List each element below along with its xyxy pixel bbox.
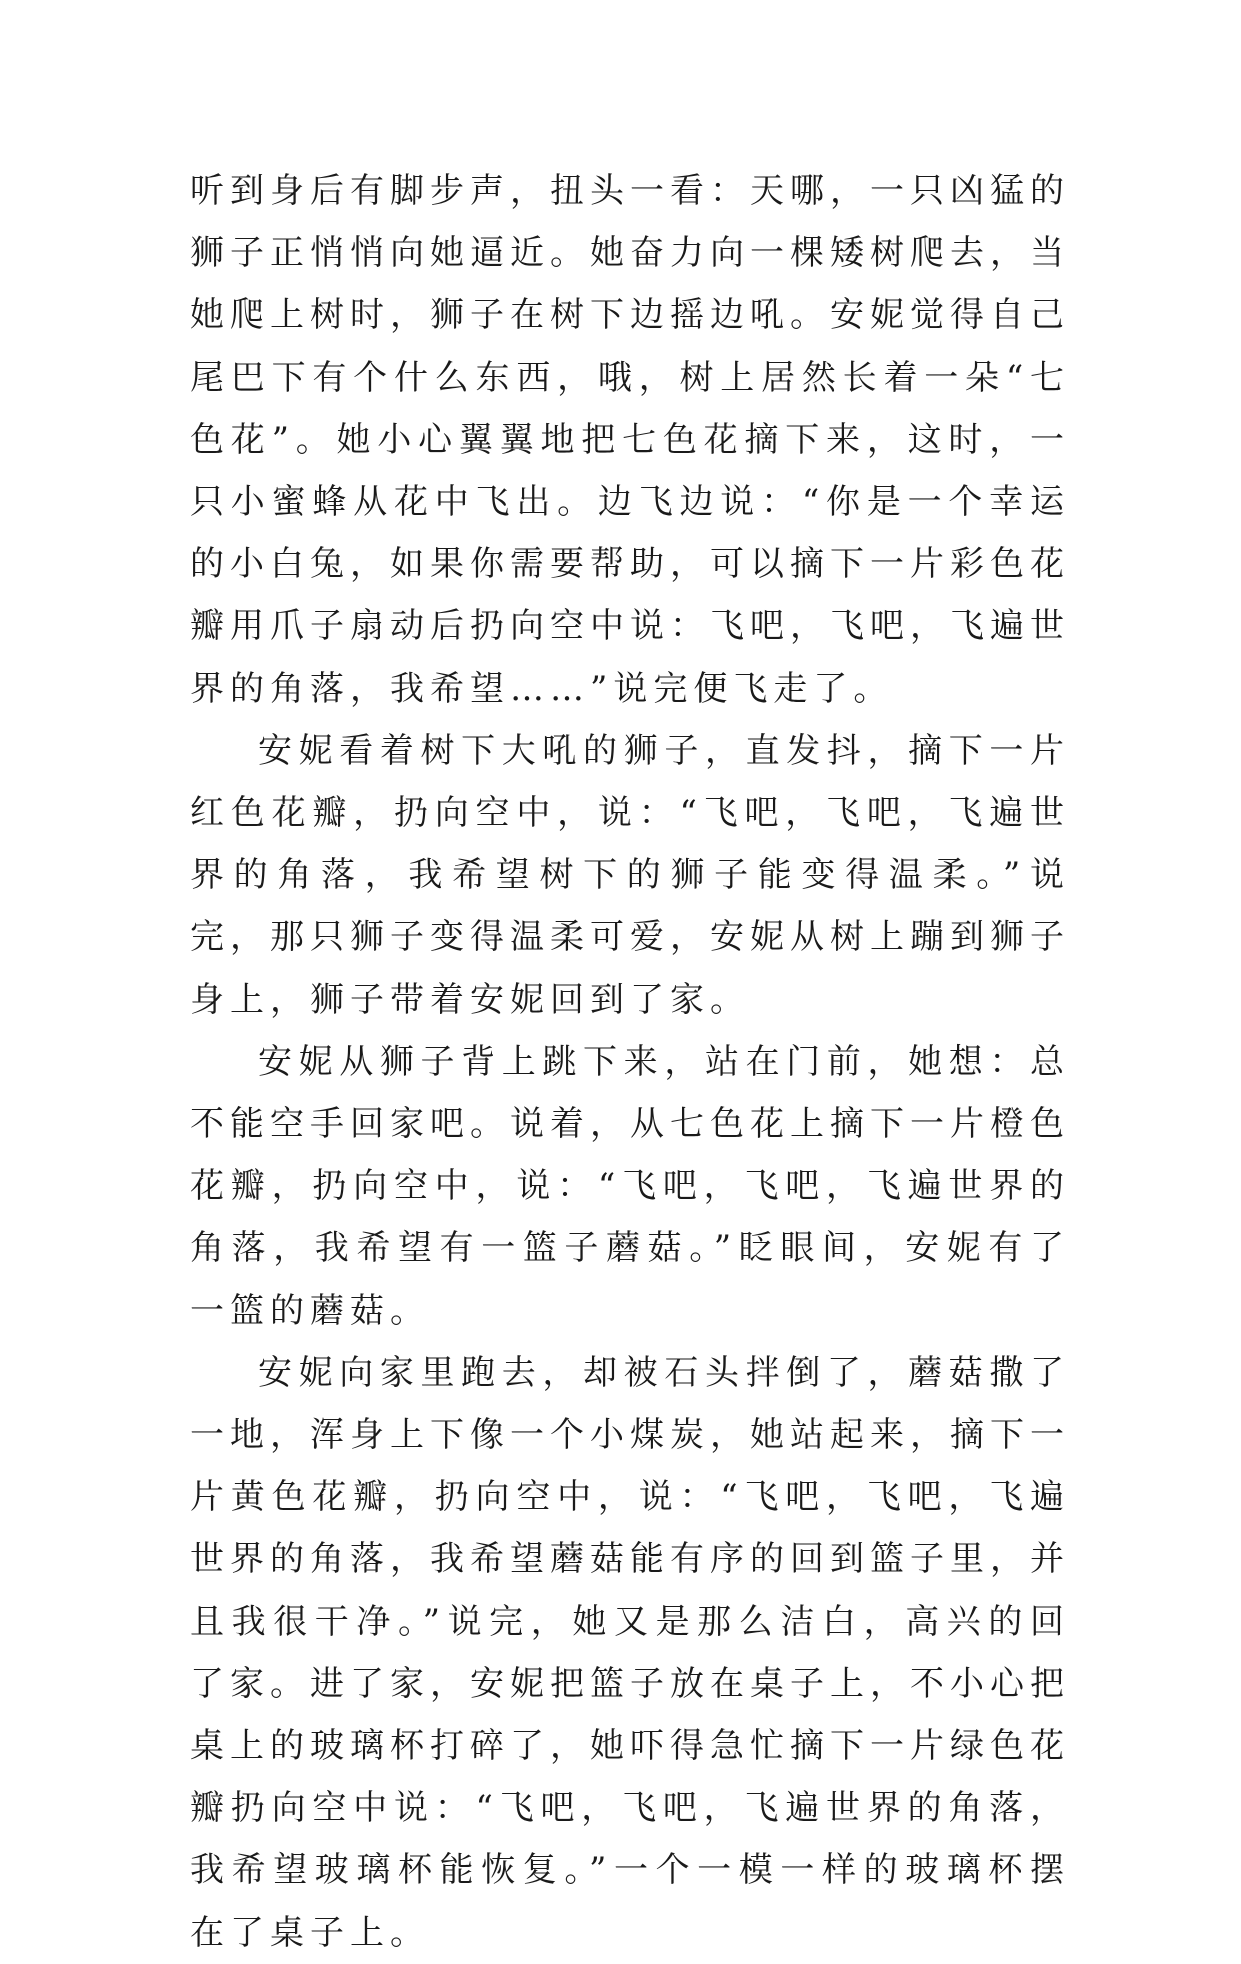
paragraph-2: 安妮看着树下大吼的狮子，直发抖，摘下一片红色花瓣，扔向空中，说：“飞吧，飞吧，飞遍世界的角落，我希望树下的狮子能变得温柔。”说完，那只狮子变得温柔可爱，安妮从树上蹦到狮子身上，狮子带着安妮回到了家。 [190,730,1070,1020]
paragraph-3: 安妮从狮子背上跳下来，站在门前，她想：总不能空手回家吧。说着，从七色花上摘下一片橙色花瓣，扔向空中，说：“飞吧，飞吧，飞遍世界的角落，我希望有一篮子蘑菇。”眨眼间，安妮有了一篮的蘑菇。 [190,1041,1070,1331]
paragraph-1: 听到身后有脚步声，扭头一看：天哪，一只凶猛的狮子正悄悄向她逼近。她奋力向一棵矮树爬去，当她爬上树时，狮子在树下边摇边吼。安妮觉得自己尾巴下有个什么东西，哦，树上居然长着一朵“七色花”。她小心翼翼地把七色花摘下来，这时，一只小蜜蜂从花中飞出。边飞边说：“你是一个幸运的小白兔，如果你需要帮助，可以摘下一片彩色花瓣用爪子扇动后扔向空中说：飞吧，飞吧，飞遍世界的角落，我希望……”说完便飞走了。 [190,171,1070,709]
story-text [190,160,1070,1964]
paragraph-4: 安妮向家里跑去，却被石头拌倒了，蘑菇撒了一地，浑身上下像一个小煤炭，她站起来，摘下一片黄色花瓣，扔向空中，说：“飞吧，飞吧，飞遍世界的角落，我希望蘑菇能有序的回到篮子里，并且我很干净。”说完，她又是那么洁白，高兴的回了家。进了家，安妮把篮子放在桌子上，不小心把桌上的玻璃杯打碎了，她吓得急忙摘下一片绿色花瓣扔向空中说：“飞吧，飞吧，飞遍世界的角落，我希望玻璃杯能恢复。”一个一模一样的玻璃杯摆在了桌子上。 [190,1352,1070,1953]
